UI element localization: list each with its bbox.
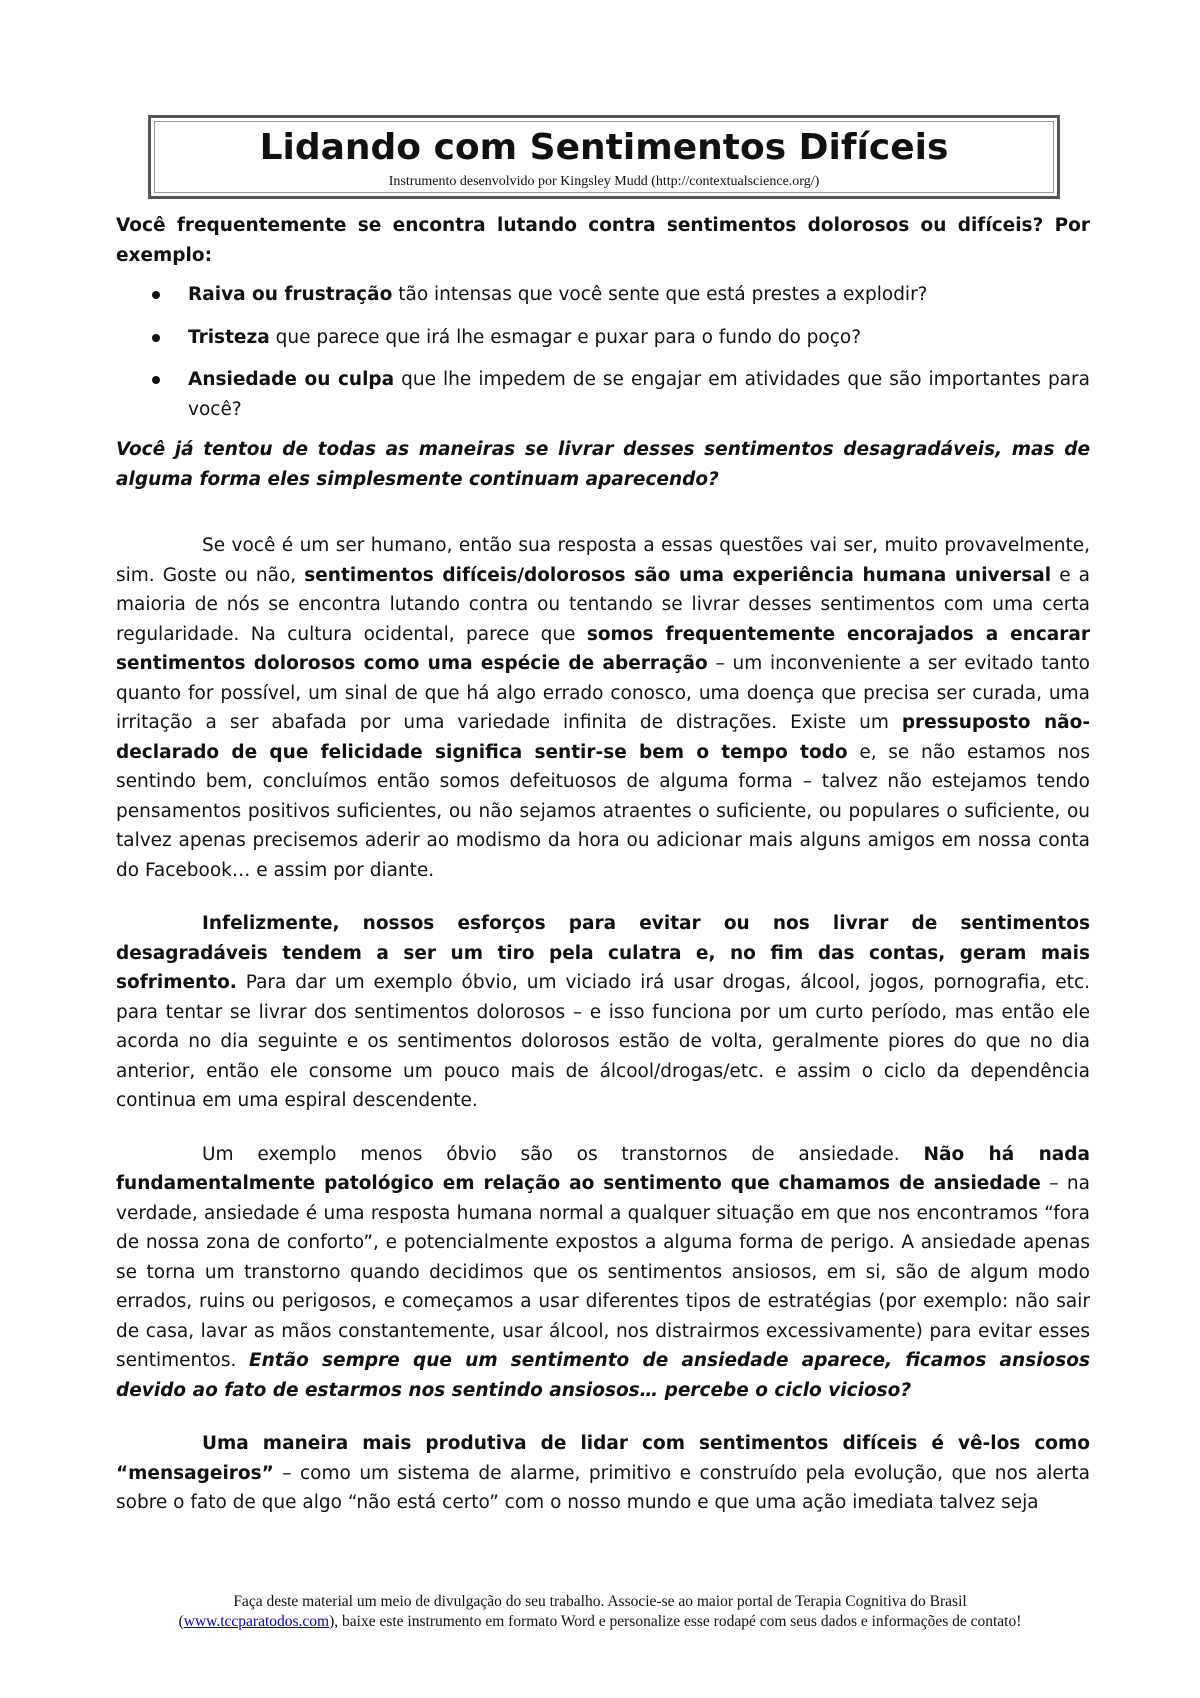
document-subtitle: Instrumento desenvolvido por Kingsley Mudd (http://contextualscience.org/)	[388, 174, 820, 189]
paragraph-text: Se você é um ser humano, então sua resposta a essas questões vai ser, muito provavelmente, sim. Goste ou não,	[116, 535, 1090, 586]
paragraph-emphasis: somos frequentemente encorajados a encarar sentimentos dolorosos como uma espécie de aberração	[116, 623, 1091, 674]
bullet-icon	[152, 291, 160, 299]
bullet-icon	[152, 376, 160, 384]
paragraph-text: – um inconveniente a ser evitado tanto quanto for possível, um sinal de que há algo errado conosco, uma doença que precisa ser curada, uma irritação a ser abafada por uma variedade infinita de distrações. Existe um	[116, 653, 1090, 733]
paragraph-emphasis: Uma maneira mais produtiva de lidar com sentimentos difíceis é vê-los como “mensageiros”	[116, 1433, 1090, 1484]
paragraph-emphasis: sentimentos difíceis/dolorosos são uma experiência humana universal	[304, 564, 1052, 586]
bullet-text: tão intensas que você sente que está prestes a explodir?	[392, 284, 928, 305]
list-item	[116, 365, 1090, 424]
page-footer	[100, 1592, 1100, 1632]
paragraph-1	[116, 531, 1090, 885]
bullet-emphasis: Raiva ou frustração	[188, 284, 393, 305]
bullet-text: que lhe impedem de se engajar em atividades que são importantes para você?	[188, 369, 1090, 420]
paragraph-4	[116, 1429, 1090, 1518]
document-body	[116, 211, 1090, 1518]
footer-link[interactable]: www.tccparatodos.com	[183, 1613, 330, 1630]
footer-text: ), baixe este instrumento em formato Word e personalize esse rodapé com seus dados e informações de contato!	[329, 1613, 1022, 1630]
rhetorical-question: Você já tentou de todas as maneiras se livrar desses sentimentos desagradáveis, mas de alguma forma eles simplesmente continuam aparecendo?	[116, 439, 1090, 490]
paragraph-3	[116, 1140, 1090, 1406]
paragraph-emphasis-italic: Então sempre que um sentimento de ansiedade aparece, ficamos ansiosos devido ao fato de estarmos nos sentindo ansiosos… percebe o ciclo vicioso?	[116, 1350, 1090, 1401]
footer-line-2	[100, 1612, 1100, 1632]
bullet-emphasis: Ansiedade ou culpa	[188, 369, 395, 390]
paragraph-text: e, se não estamos nos sentindo bem, concluímos então somos defeituosos de alguma forma – talvez não estejamos tendo pensamentos positivos suficientes, ou não sejamos atraentes o suficiente, ou populares o suficiente, ou talvez apenas precisemos aderir ao modismo da hora ou adicionar mais alguns amigos em nossa conta do Facebook… e assim por diante.	[116, 741, 1090, 881]
bullet-list	[116, 280, 1090, 424]
footer-line-1: Faça deste material um meio de divulgação do seu trabalho. Associe-se ao maior portal de Terapia Cognitiva do Brasil	[233, 1593, 967, 1610]
bullet-text: que parece que irá lhe esmagar e puxar para o fundo do poço?	[269, 326, 862, 348]
paragraph-2	[116, 909, 1090, 1116]
bullet-emphasis: Tristeza	[188, 326, 270, 348]
paragraph-text: e a maioria de nós se encontra lutando contra ou tentando se livrar desses sentimentos com uma certa regularidade. Na cultura ocidental, parece que	[116, 564, 1091, 645]
paragraph-text: Um exemplo menos óbvio são os transtornos de ansiedade.	[202, 1143, 924, 1165]
paragraph-emphasis: Infelizmente, nossos esforços para evitar ou nos livrar de sentimentos desagradáveis tendem a ser um tiro pela culatra e, no fim das contas, geram mais sofrimento.	[116, 913, 1090, 993]
paragraph-text: – como um sistema de alarme, primitivo e construído pela evolução, que nos alerta sobre o fato de que algo “não está certo” com o nosso mundo e que uma ação imediata talvez seja	[116, 1462, 1090, 1513]
paragraph-emphasis: pressuposto não-declarado de que felicidade significa sentir-se bem o tempo todo	[116, 712, 1090, 763]
title-box	[148, 115, 1060, 199]
paragraph-text: – na verdade, ansiedade é uma resposta humana normal a qualquer situação em que nos encontramos “fora de nossa zona de conforto”, e potencialmente expostos a alguma forma de perigo. A ansiedade apenas se torna um transtorno quando decidimos que os sentimentos ansiosos, em si, são de algum modo errados, ruins ou perigosos, e começamos a usar diferentes tipos de estratégias (por exemplo: não sair de casa, lavar as mãos constantemente, usar álcool, nos distrairmos excessivamente) para evitar esses sentimentos.	[116, 1173, 1090, 1371]
paragraph-text: Para dar um exemplo óbvio, um viciado irá usar drogas, álcool, jogos, pornografia, etc. para tentar se livrar dos sentimentos dolorosos – e isso funciona por um curto período, mas então ele acorda no dia seguinte e os sentimentos dolorosos estão de volta, geralmente piores do que no dia anterior, então ele consome um pouco mais de álcool/drogas/etc. e assim o ciclo da dependência continua em uma espiral descendente.	[116, 972, 1090, 1111]
footer-paren: (	[178, 1613, 184, 1630]
bullet-icon	[152, 334, 160, 342]
list-item	[116, 280, 1090, 310]
intro-question: Você frequentemente se encontra lutando contra sentimentos dolorosos ou difíceis? Por exemplo:	[116, 215, 1090, 266]
document-title: Lidando com Sentimentos Difíceis	[259, 127, 949, 168]
list-item	[116, 323, 1090, 353]
paragraph-emphasis: Não há nada fundamentalmente patológico em relação ao sentimento que chamamos de ansiedade	[116, 1143, 1090, 1194]
